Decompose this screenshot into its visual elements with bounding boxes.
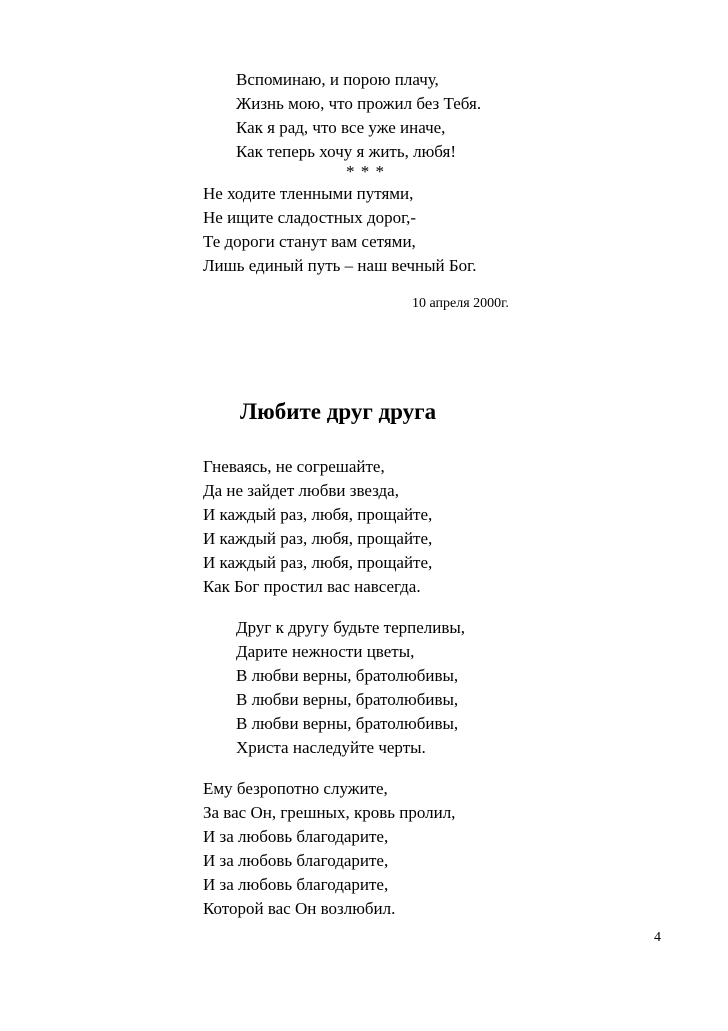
poem-line: Те дороги станут вам сетями, <box>203 232 416 251</box>
poem-line: Не ходите тленными путями, <box>203 184 414 203</box>
poem-line: И за любовь благодарите, <box>203 875 389 894</box>
poem-line: И каждый раз, любя, прощайте, <box>203 529 433 548</box>
poem-date: 10 апреля 2000г. <box>412 296 509 311</box>
poem-line: Жизнь мою, что прожил без Тебя. <box>236 94 482 113</box>
poem-line: И каждый раз, любя, прощайте, <box>203 505 433 524</box>
stanza-separator: * * * <box>346 162 385 181</box>
poem-title: Любите друг друга <box>240 399 437 424</box>
poem-line: За вас Он, грешных, кровь пролил, <box>203 803 456 822</box>
poem-line: Да не зайдет любви звезда, <box>203 481 399 500</box>
poem-line: Гневаясь, не согрешайте, <box>203 457 385 476</box>
poem-line: Друг к другу будьте терпеливы, <box>236 618 466 637</box>
poem-line: Как я рад, что все уже иначе, <box>236 118 446 137</box>
poem-line: Христа наследуйте черты. <box>236 738 426 757</box>
poem-line: Как теперь хочу я жить, любя! <box>236 142 456 161</box>
poem-line: Дарите нежности цветы, <box>236 642 415 661</box>
page-number: 4 <box>654 930 661 945</box>
poem-line: И за любовь благодарите, <box>203 827 389 846</box>
poem-line: Вспоминаю, и порою плачу, <box>236 70 439 89</box>
poem-line: Ему безропотно служите, <box>203 779 388 798</box>
poem-line: Которой вас Он возлюбил. <box>203 899 396 918</box>
poem-line: Как Бог простил вас навсегда. <box>203 577 421 596</box>
poem-line: И каждый раз, любя, прощайте, <box>203 553 433 572</box>
poem-line: И за любовь благодарите, <box>203 851 389 870</box>
poem-line: Не ищите сладостных дорог,- <box>203 208 417 227</box>
poem-line: В любви верны, братолюбивы, <box>236 714 459 733</box>
poem-line: Лишь единый путь – наш вечный Бог. <box>203 256 477 275</box>
poem-line: В любви верны, братолюбивы, <box>236 690 459 709</box>
poem-line: В любви верны, братолюбивы, <box>236 666 459 685</box>
